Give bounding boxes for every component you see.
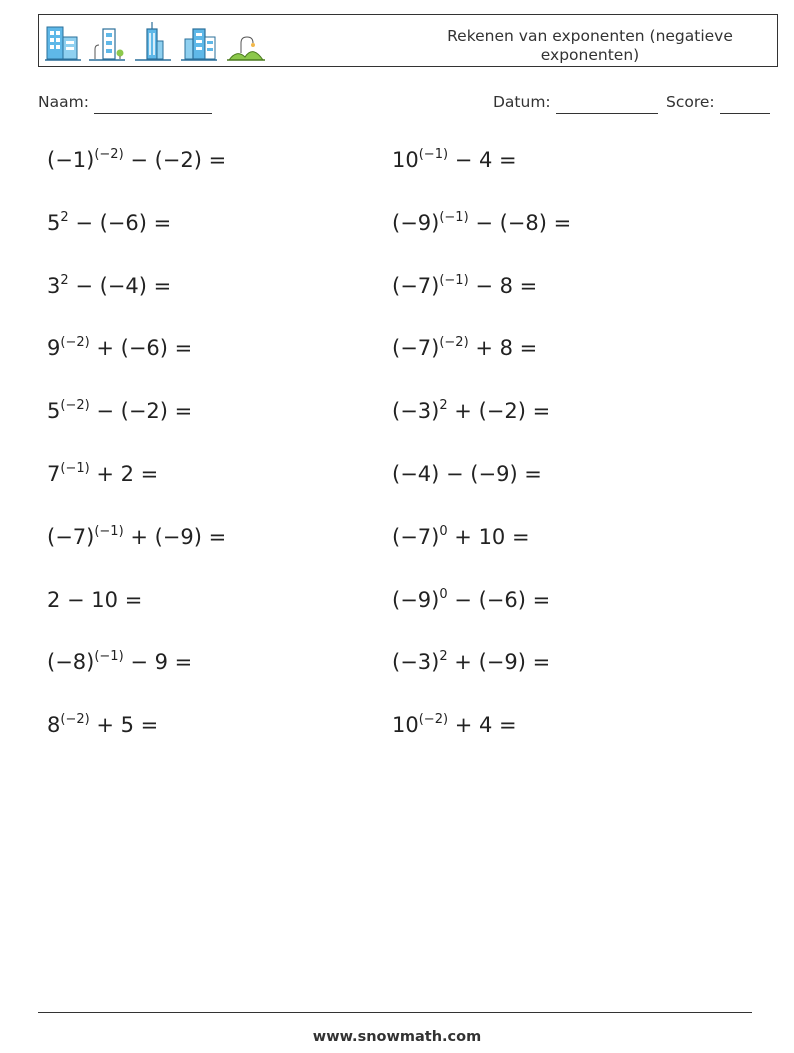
problem-base: (−7) bbox=[392, 273, 440, 298]
problem-rest: − 8 = bbox=[468, 273, 538, 298]
problem-base: (−3) bbox=[392, 399, 440, 424]
score-field bbox=[666, 93, 770, 114]
problem-rest: − (−2) = bbox=[123, 148, 227, 172]
problem-item bbox=[47, 274, 171, 298]
footer-divider bbox=[38, 1012, 752, 1013]
problem-exponent: (−2) bbox=[60, 398, 90, 414]
problem-exponent: 0 bbox=[439, 586, 448, 602]
problem-exponent: (−1) bbox=[439, 209, 469, 225]
building-icon bbox=[45, 21, 83, 63]
problem-exponent: (−2) bbox=[418, 712, 449, 728]
problem-exponent: (−1) bbox=[94, 649, 124, 665]
problem-exponent: 2 bbox=[439, 398, 448, 414]
lamp-building-icon bbox=[89, 21, 127, 63]
problem-rest: − (−6) = bbox=[68, 210, 172, 235]
name-field bbox=[38, 93, 212, 114]
problem-rest: + (−2) = bbox=[447, 399, 551, 424]
problem-base: (−7) bbox=[47, 524, 95, 549]
problem-item bbox=[47, 148, 226, 172]
problem-rest: + 10 = bbox=[447, 524, 530, 549]
problem-exponent: (−1) bbox=[60, 461, 90, 476]
problem-exponent: (−1) bbox=[94, 523, 124, 539]
problem-item bbox=[47, 336, 192, 360]
problem-exponent: (−2) bbox=[439, 335, 469, 351]
footer-url: www.snowmath.com bbox=[312, 1029, 482, 1045]
problem-rest: + 2 = bbox=[89, 462, 159, 486]
problem-base: 5 bbox=[47, 399, 61, 424]
name-blank[interactable] bbox=[94, 95, 212, 114]
problem-rest: + 5 = bbox=[89, 713, 159, 738]
problem-item bbox=[47, 650, 192, 674]
problem-exponent: (−2) bbox=[60, 335, 90, 351]
problem-base: (−1) bbox=[47, 148, 95, 172]
score-blank[interactable] bbox=[720, 95, 770, 114]
problem-item bbox=[47, 713, 158, 737]
problem-base: (−7) bbox=[392, 336, 440, 361]
problem-item bbox=[47, 462, 158, 486]
worksheet-header bbox=[38, 14, 778, 67]
problem-item bbox=[47, 588, 142, 612]
problem-item bbox=[392, 211, 571, 235]
problem-base: (−9) bbox=[392, 587, 440, 612]
problem-rest: − (−2) = bbox=[89, 399, 193, 424]
problem-item bbox=[392, 650, 550, 674]
problem-item bbox=[47, 211, 171, 235]
problem-item bbox=[47, 399, 192, 423]
problem-item bbox=[392, 148, 517, 172]
problem-rest: + 4 = bbox=[448, 713, 517, 738]
problem-item bbox=[392, 713, 517, 737]
problem-base: (−4) − (−9) = bbox=[392, 462, 542, 486]
problem-item bbox=[47, 525, 226, 549]
problem-base: 7 bbox=[47, 462, 61, 486]
problem-base: 2 − 10 = bbox=[47, 587, 143, 612]
date-label: Datum: bbox=[493, 93, 551, 111]
problem-rest: + (−6) = bbox=[89, 336, 193, 361]
problem-exponent: (−1) bbox=[439, 272, 469, 288]
problem-item bbox=[392, 525, 530, 549]
problem-item bbox=[392, 274, 537, 298]
date-blank[interactable] bbox=[556, 95, 658, 114]
problem-exponent: 2 bbox=[60, 272, 69, 288]
problem-base: 5 bbox=[47, 210, 61, 235]
score-label: Score: bbox=[666, 93, 715, 111]
problem-base: 3 bbox=[47, 273, 61, 298]
office-building-icon bbox=[181, 21, 219, 63]
problem-exponent: 2 bbox=[439, 649, 448, 665]
problem-item bbox=[392, 399, 550, 423]
problem-rest: − (−4) = bbox=[68, 273, 172, 298]
problem-item bbox=[392, 462, 542, 486]
problem-rest: + (−9) = bbox=[447, 650, 551, 675]
name-label: Naam: bbox=[38, 93, 89, 111]
problem-exponent: (−2) bbox=[60, 712, 90, 728]
problem-base: (−9) bbox=[392, 210, 440, 235]
problem-rest: − 4 = bbox=[448, 148, 517, 172]
problem-rest: − 9 = bbox=[123, 650, 193, 675]
tower-icon bbox=[135, 21, 173, 63]
problem-base: (−7) bbox=[392, 524, 440, 549]
problem-rest: + (−9) = bbox=[123, 524, 227, 549]
problem-base: (−8) bbox=[47, 650, 95, 675]
date-field bbox=[493, 93, 658, 114]
problem-exponent: 0 bbox=[439, 523, 448, 539]
problem-item bbox=[392, 588, 550, 612]
problem-base: 8 bbox=[47, 713, 61, 738]
problem-exponent: (−1) bbox=[418, 147, 449, 162]
problem-base: 10 bbox=[392, 148, 419, 172]
problem-base: 9 bbox=[47, 336, 61, 361]
problem-rest: − (−6) = bbox=[447, 587, 551, 612]
problem-exponent: 2 bbox=[60, 209, 69, 225]
problem-rest: + 8 = bbox=[468, 336, 538, 361]
problem-base: 10 bbox=[392, 713, 419, 738]
problem-rest: − (−8) = bbox=[468, 210, 572, 235]
problem-base: (−3) bbox=[392, 650, 440, 675]
park-icon bbox=[227, 21, 267, 63]
worksheet-title: Rekenen van exponenten (negatieve exponenten) bbox=[447, 27, 733, 64]
problem-exponent: (−2) bbox=[94, 147, 124, 162]
problem-item bbox=[392, 336, 537, 360]
